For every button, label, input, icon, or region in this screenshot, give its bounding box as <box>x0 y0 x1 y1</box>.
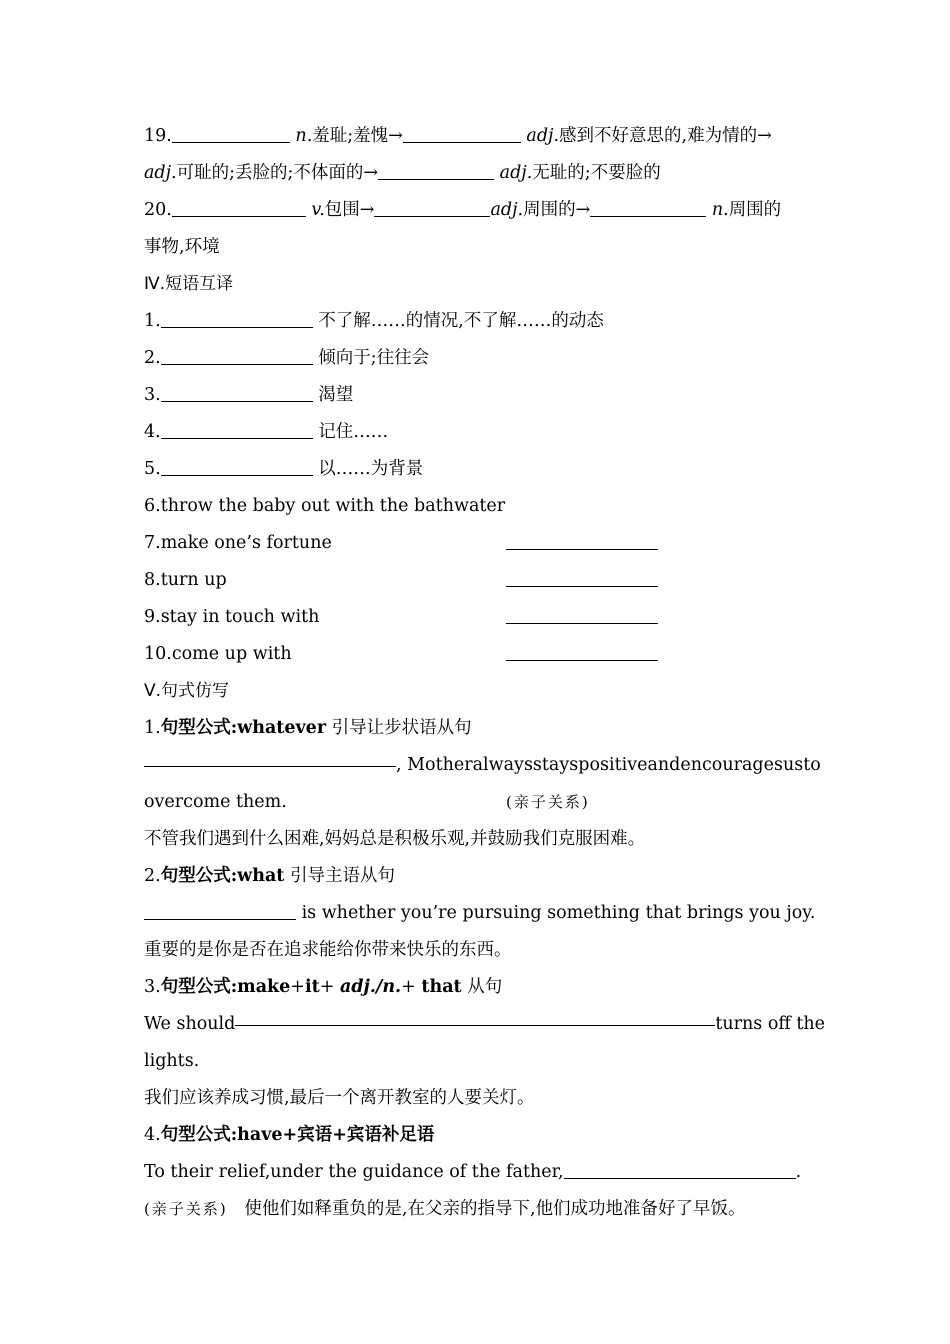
answer-blank[interactable] <box>506 548 658 550</box>
phrase-item <box>144 599 806 636</box>
meaning: 渴望 <box>318 385 354 405</box>
question-number: 5. <box>144 459 161 479</box>
meaning: 可耻的;丢脸的;不体面的→ <box>176 163 379 183</box>
phrase-item <box>144 377 806 414</box>
keyword: make <box>237 977 291 997</box>
answer-blank[interactable] <box>161 400 313 402</box>
question-number: 1. <box>144 311 161 331</box>
sentence-text: turns off the <box>715 1014 826 1034</box>
pattern-desc: +宾语+宾语补足语 <box>282 1125 435 1145</box>
vocab-q19-line2 <box>144 155 806 192</box>
answer-blank[interactable] <box>161 326 313 328</box>
sentence-word: , Mother <box>396 755 473 775</box>
answer-blank[interactable] <box>161 474 313 476</box>
question-number: 4. <box>144 422 161 442</box>
sentence-text: lights. <box>144 1051 200 1071</box>
pattern-heading <box>144 1117 806 1154</box>
pattern-desc: 引导主语从句 <box>284 866 395 886</box>
plus-sign: + <box>319 977 340 997</box>
sentence-word: encourages <box>680 755 783 775</box>
meaning: 包围→ <box>324 200 375 220</box>
plus-sign: + <box>290 977 305 997</box>
answer-blank[interactable] <box>161 437 313 439</box>
translation: 不管我们遇到什么困难,妈妈总是积极乐观,并鼓励我们克服困难。 <box>144 829 646 849</box>
question-number: 2. <box>144 348 161 368</box>
sentence-text: overcome them. <box>144 792 287 812</box>
sentence-line <box>144 784 806 821</box>
keyword: what <box>237 866 285 886</box>
phrase-text: 8.turn up <box>144 570 227 590</box>
sentence-text: To their relief,under the guidance of the father, <box>144 1162 564 1182</box>
meaning: 周围的→ <box>523 200 591 220</box>
keyword: adj./n. <box>339 977 402 997</box>
phrase-item <box>144 525 806 562</box>
answer-blank[interactable] <box>506 622 658 624</box>
question-number: 20. <box>144 200 172 220</box>
pattern-heading <box>144 969 806 1006</box>
keyword: it <box>304 977 320 997</box>
phrase-item <box>144 340 806 377</box>
answer-blank[interactable] <box>235 1024 455 1026</box>
answer-blank[interactable] <box>455 1024 715 1026</box>
question-number: 2. <box>144 866 161 886</box>
sentence-line <box>144 895 816 932</box>
translation: 使他们如释重负的是,在父亲的指导下,他们成功地准备好了早饭。 <box>244 1199 746 1219</box>
vocab-q20-line2 <box>144 229 806 266</box>
vocab-q19-line1 <box>144 118 806 155</box>
question-number: 4. <box>144 1125 161 1145</box>
translation: 重要的是你是否在追求能给你带来快乐的东西。 <box>144 940 512 960</box>
sentence-line <box>144 1006 826 1043</box>
meaning: 不了解……的情况,不了解……的动态 <box>318 311 604 331</box>
part-of-speech: n. <box>295 126 313 146</box>
phrase-item <box>144 303 806 340</box>
answer-blank[interactable] <box>144 765 396 767</box>
translation-line <box>144 1191 806 1228</box>
sentence-word: us <box>782 755 804 775</box>
question-number: 1. <box>144 718 161 738</box>
sentence-word: always <box>472 755 533 775</box>
section-title: Ⅳ.短语互译 <box>144 274 234 294</box>
meaning: 周围的 <box>728 200 782 220</box>
part-of-speech: n. <box>711 200 729 220</box>
answer-blank[interactable] <box>378 178 494 180</box>
question-number: 19. <box>144 126 172 146</box>
phrase-item <box>144 636 806 673</box>
meaning: 以……为背景 <box>318 459 424 479</box>
part-of-speech: adj. <box>144 163 177 183</box>
topic-tag: (亲子关系) <box>506 793 590 811</box>
meaning: 事物,环境 <box>144 237 220 257</box>
section-title: Ⅴ.句式仿写 <box>144 681 230 701</box>
pattern-label: 句型公式: <box>160 977 238 997</box>
pattern-desc: 从句 <box>461 977 503 997</box>
sentence-word: and <box>647 755 681 775</box>
sentence-line <box>144 1043 806 1080</box>
pattern-heading <box>144 858 806 895</box>
answer-blank[interactable] <box>374 215 490 217</box>
meaning: 羞耻;羞愧→ <box>312 126 403 146</box>
phrase-item <box>144 414 806 451</box>
answer-blank[interactable] <box>172 141 290 143</box>
pattern-heading <box>144 710 806 747</box>
phrase-text: 6.throw the baby out with the bathwater <box>144 496 506 516</box>
meaning: 倾向于;往往会 <box>318 348 430 368</box>
sentence-line <box>144 1154 806 1191</box>
meaning: 感到不好意思的,难为情的→ <box>559 126 772 146</box>
keyword: that <box>421 977 462 997</box>
answer-blank[interactable] <box>564 1177 796 1179</box>
pattern-label: 句型公式: <box>160 866 238 886</box>
answer-blank[interactable] <box>506 659 658 661</box>
part-of-speech: adj. <box>490 200 524 220</box>
answer-blank[interactable] <box>403 141 521 143</box>
sentence-word: stays <box>532 755 579 775</box>
question-number: 3. <box>144 977 161 997</box>
part-of-speech: v. <box>311 200 325 220</box>
phrase-item <box>144 451 806 488</box>
pattern-label: 句型公式: <box>160 718 238 738</box>
sentence-line <box>144 747 821 784</box>
keyword: have <box>237 1125 283 1145</box>
phrase-item <box>144 488 806 525</box>
part-of-speech: adj. <box>526 126 560 146</box>
answer-blank[interactable] <box>144 918 296 920</box>
meaning: 记住…… <box>318 422 389 442</box>
pattern-desc: 引导让步状语从句 <box>326 718 472 738</box>
vocab-q20-line1 <box>144 192 806 229</box>
phrase-text: 10.come up with <box>144 644 292 664</box>
phrase-item <box>144 562 806 599</box>
sentence-text: We should <box>144 1014 236 1034</box>
translation: 我们应该养成习惯,最后一个离开教室的人要关灯。 <box>144 1088 535 1108</box>
phrase-text: 9.stay in touch with <box>144 607 320 627</box>
question-number: 3. <box>144 385 161 405</box>
phrase-text: 7.make one’s fortune <box>144 533 332 553</box>
answer-blank[interactable] <box>590 215 706 217</box>
pattern-label: 句型公式: <box>160 1125 238 1145</box>
sentence-text: . <box>795 1162 802 1182</box>
worksheet-page <box>144 118 826 1228</box>
answer-blank[interactable] <box>506 585 658 587</box>
sentence-text: is whether you’re pursuing something that brings you joy. <box>296 903 816 923</box>
plus-sign: + <box>401 977 422 997</box>
answer-blank[interactable] <box>161 363 313 365</box>
keyword: whatever <box>237 718 327 738</box>
meaning: 无耻的;不要脸的 <box>532 163 661 183</box>
sentence-word: to <box>803 755 821 775</box>
sentence-word: positive <box>578 755 648 775</box>
topic-tag: (亲子关系) <box>144 1200 228 1218</box>
answer-blank[interactable] <box>172 215 306 217</box>
part-of-speech: adj. <box>499 163 533 183</box>
